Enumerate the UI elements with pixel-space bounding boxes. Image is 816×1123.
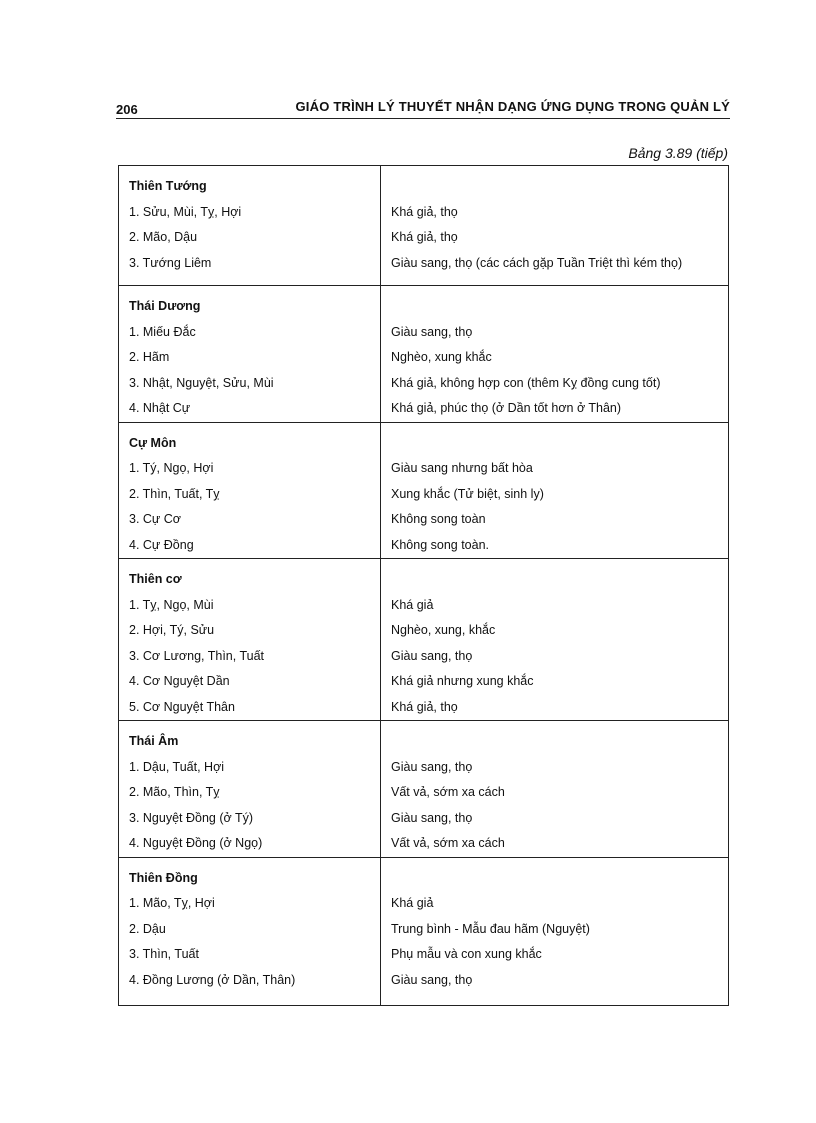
result-text: Khá giả, không hợp con (thêm Kỵ đồng cung tốt): [391, 375, 661, 390]
result-text: Phụ mẫu và con xung khắc: [391, 947, 542, 961]
result-text: Khá giả, thọ: [391, 230, 458, 244]
group-label-cell: [119, 857, 381, 1005]
result-text: Nghèo, xung khắc: [391, 350, 492, 364]
group-item: 3. Thìn, Tuất: [129, 947, 199, 961]
group-label-cell: [119, 166, 381, 286]
table-row: [119, 721, 729, 858]
result-cell: [381, 721, 729, 858]
result-text: Giàu sang, thọ (các cách gặp Tuần Triệt thì kém thọ): [391, 255, 683, 270]
group-item: 2. Hợi, Tý, Sửu: [129, 623, 215, 637]
result-spacer: [391, 567, 718, 593]
group-item: 3. Nguyệt Đồng (ở Tý): [129, 810, 253, 825]
result-text: Không song toàn.: [391, 537, 489, 552]
result-text: Giàu sang, thọ: [391, 759, 473, 774]
result-text: Giàu sang, thọ: [391, 972, 473, 987]
result-text: Giàu sang, thọ: [391, 810, 473, 825]
group-item: 3. Nhật, Nguyệt, Sửu, Mùi: [129, 375, 274, 390]
group-item: 5. Cơ Nguyệt Thân: [129, 699, 235, 714]
table-body: [119, 166, 729, 1006]
group-item: 1. Tý, Ngọ, Hợi: [129, 461, 214, 475]
group-item: 4. Cơ Nguyệt Dần: [129, 674, 230, 688]
table-row: [119, 857, 729, 1005]
group-title: Thiên Tướng: [129, 179, 207, 193]
group-item: 4. Nguyệt Đồng (ở Ngọ): [129, 836, 263, 850]
group-item: 3. Cơ Lương, Thìn, Tuất: [129, 648, 265, 663]
result-text: Khá giả, phúc thọ (ở Dần tốt hơn ở Thân): [391, 401, 622, 415]
group-title: Thái Dương: [129, 299, 201, 313]
page-number: 206: [116, 102, 138, 117]
result-text: Xung khắc (Tử biệt, sinh ly): [391, 486, 544, 501]
result-text: Nghèo, xung, khắc: [391, 623, 496, 637]
group-item: 3. Tướng Liêm: [129, 255, 212, 270]
table-row: [119, 286, 729, 423]
group-title: Thái Âm: [129, 734, 179, 748]
group-item: 1. Sửu, Mùi, Tỵ, Hợi: [129, 204, 242, 219]
result-text: Vất vả, sớm xa cách: [391, 785, 505, 799]
result-cell: [381, 286, 729, 423]
result-text: Khá giả: [391, 597, 434, 612]
data-table-container: [118, 165, 728, 987]
data-table: [118, 165, 729, 1006]
group-item: 4. Cự Đồng: [129, 537, 194, 552]
group-item: 3. Cự Cơ: [129, 512, 181, 526]
result-text: Không song toàn: [391, 512, 486, 526]
group-item: 4. Nhật Cự: [129, 401, 191, 415]
running-title: GIÁO TRÌNH LÝ THUYẾT NHẬN DẠNG ỨNG DỤNG TRONG QUẢN LÝ: [295, 99, 730, 114]
result-text: Khá giả, thọ: [391, 699, 458, 714]
group-item: 2. Thìn, Tuất, Tỵ: [129, 486, 220, 501]
table-row: [119, 559, 729, 721]
group-label-cell: [119, 422, 381, 559]
group-title: Cự Môn: [129, 435, 177, 450]
result-spacer: [391, 431, 718, 457]
result-cell: [381, 422, 729, 559]
group-item: 2. Dậu: [129, 921, 166, 936]
group-item: 1. Mão, Tỵ, Hợi: [129, 896, 215, 910]
group-item: 2. Mão, Thìn, Tỵ: [129, 785, 220, 799]
result-text: Khá giả, thọ: [391, 204, 458, 219]
result-cell: [381, 559, 729, 721]
result-text: Khá giả: [391, 896, 434, 910]
result-text: Giàu sang nhưng bất hòa: [391, 461, 533, 475]
group-item: 2. Hãm: [129, 350, 170, 364]
result-text: Giàu sang, thọ: [391, 648, 473, 663]
table-row: [119, 422, 729, 559]
result-text: Trung bình - Mẫu đau hãm (Nguyệt): [391, 921, 590, 936]
group-title: Thiên Đồng: [129, 870, 198, 885]
page-header: [116, 88, 730, 119]
result-cell: [381, 166, 729, 286]
group-item: 2. Mão, Dậu: [129, 230, 198, 244]
result-spacer: [391, 294, 718, 320]
result-spacer: [391, 866, 718, 892]
group-item: 4. Đồng Lương (ở Dần, Thân): [129, 972, 296, 987]
result-text: Giàu sang, thọ: [391, 324, 473, 339]
group-label-cell: [119, 286, 381, 423]
group-item: 1. Dậu, Tuất, Hợi: [129, 759, 225, 774]
group-item: 1. Miếu Đắc: [129, 324, 196, 339]
result-cell: [381, 857, 729, 1005]
table-caption: Bảng 3.89 (tiếp): [628, 145, 728, 161]
group-label-cell: [119, 721, 381, 858]
group-title: Thiên cơ: [129, 572, 182, 586]
result-text: Vất vả, sớm xa cách: [391, 836, 505, 850]
result-text: Khá giả nhưng xung khắc: [391, 674, 534, 688]
group-label-cell: [119, 559, 381, 721]
table-row: [119, 166, 729, 286]
group-item: 1. Tỵ, Ngọ, Mùi: [129, 597, 214, 612]
result-spacer: [391, 174, 718, 200]
result-spacer: [391, 729, 718, 755]
